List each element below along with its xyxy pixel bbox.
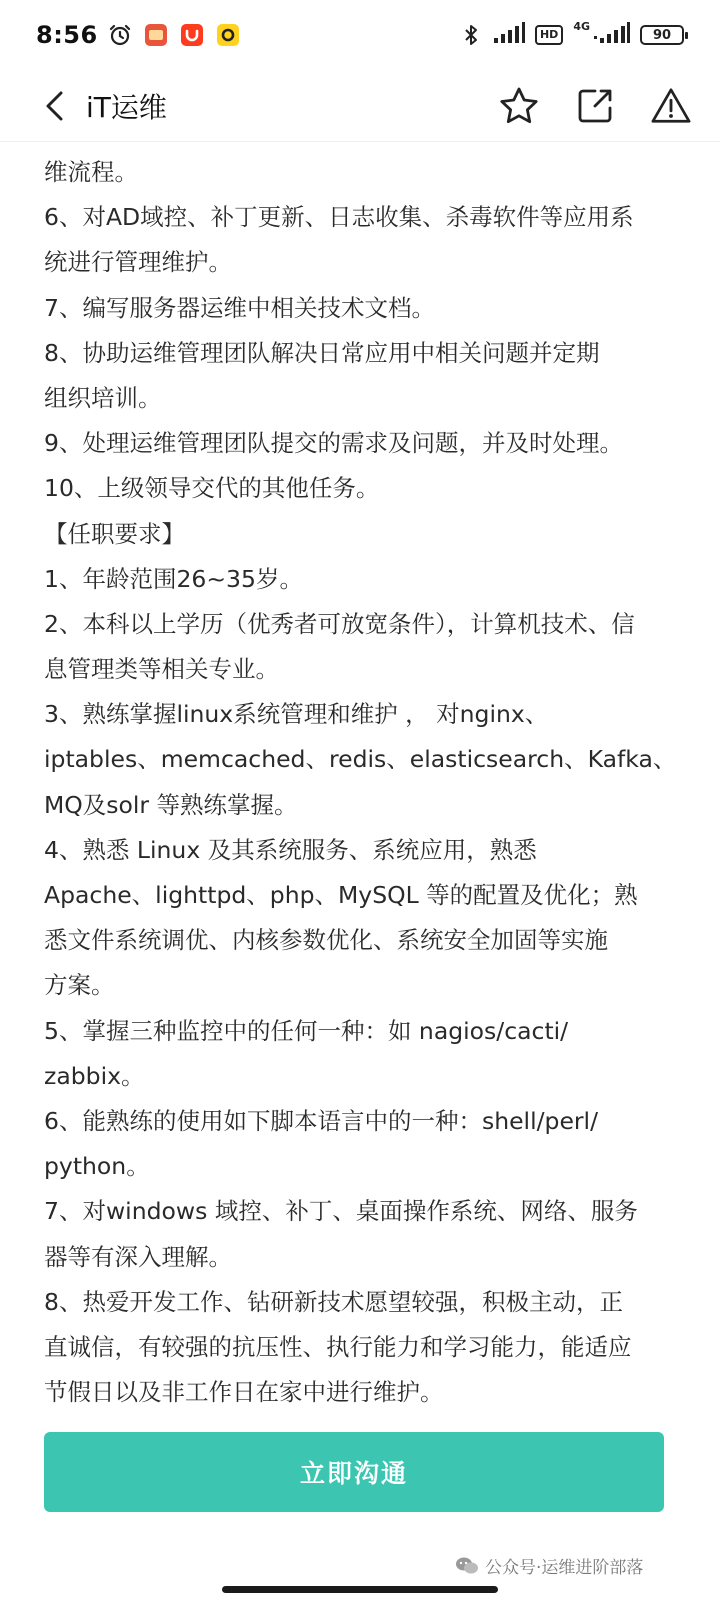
header-actions [498,85,692,127]
notification-icons [108,23,240,47]
watermark [455,1553,643,1578]
chevron-left-icon [43,90,65,122]
text-line: 7、编写服务器运维中相关技术文档。 [44,293,435,322]
text-line: Apache、lighttpd、php、MySQL 等的配置及优化；熟 [44,881,638,909]
text-line: 9、处理运维管理团队提交的需求及问题，并及时处理。 [44,429,623,458]
status-right [459,22,684,48]
report-button[interactable] [650,85,692,127]
network-type: 4G [573,20,590,33]
text-line: 6、能熟练的使用如下脚本语言中的一种：shell/perl/ [44,1106,599,1135]
text-line: 8、协助运维管理团队解决日常应用中相关问题并定期 [44,338,600,367]
app-header [0,70,720,142]
text-line: 器等有深入理解。 [44,1242,232,1271]
yellow-app-icon [216,23,240,47]
text-line: 统进行管理维护。 [44,248,232,277]
job-description [44,150,684,1415]
text-line: 8、热爱开发工作、钻研新技术愿望较强，积极主动，正 [44,1287,623,1316]
text-line: 4、熟悉 Linux 及其系统服务、系统应用，熟悉 [44,835,537,864]
warning-icon [650,85,692,127]
home-indicator[interactable] [222,1586,498,1593]
text-line: 7、对windows 域控、补丁、桌面操作系统、网络、服务 [44,1197,638,1226]
text-line: 维流程。 [44,158,138,186]
text-line: 悉文件系统调优、内核参数优化、系统安全加固等实施 [44,926,608,955]
text-line: 1、年龄范围26~35岁。 [44,564,303,593]
share-button[interactable] [574,85,616,127]
share-icon [575,86,615,126]
battery-icon: 90 [640,25,684,45]
hd-badge: HD [535,25,563,45]
back-button[interactable] [36,88,72,124]
text-line: 10、上级领导交代的其他任务。 [44,474,380,503]
text-line: 5、掌握三种监控中的任何一种：如 nagios/cacti/ [44,1016,569,1045]
text-line: python。 [44,1152,150,1181]
text-line: 直诚信，有较强的抗压性、执行能力和学习能力，能适应 [44,1332,632,1361]
star-icon [498,85,540,127]
text-line: 息管理类等相关专业。 [44,655,279,684]
app-notification-icon [144,23,168,47]
text-line: 3、熟练掌握linux系统管理和维护 ， 对nginx、 [44,700,549,729]
status-time: 8:56 [36,21,98,49]
bluetooth-icon [459,23,483,47]
section-heading: 【任职要求】 [44,519,185,548]
signal-icon [493,22,525,48]
shopping-app-icon [180,23,204,47]
text-line: 组织培训。 [44,383,162,412]
text-line: 方案。 [44,971,115,1000]
signal-4g-icon [594,22,630,48]
wechat-icon [455,1556,479,1576]
watermark-text: 公众号·运维进阶部落 [485,1558,644,1578]
favorite-button[interactable] [498,85,540,127]
text-line: zabbix。 [44,1061,145,1090]
text-line: 2、本科以上学历（优秀者可放宽条件），计算机技术、信 [44,609,635,638]
text-line: 6、对AD域控、补丁更新、日志收集、杀毒软件等应用系 [44,203,634,232]
page-title: iT运维 [86,90,167,124]
contact-now-button[interactable]: 立即沟通 [44,1432,664,1512]
text-line: 节假日以及非工作日在家中进行维护。 [44,1378,444,1407]
alarm-clock-icon [108,23,132,47]
status-bar [0,0,720,70]
text-line: iptables、memcached、redis、elasticsearch、Kafka、 [44,745,677,774]
text-line: MQ及solr 等熟练掌握。 [44,790,298,819]
